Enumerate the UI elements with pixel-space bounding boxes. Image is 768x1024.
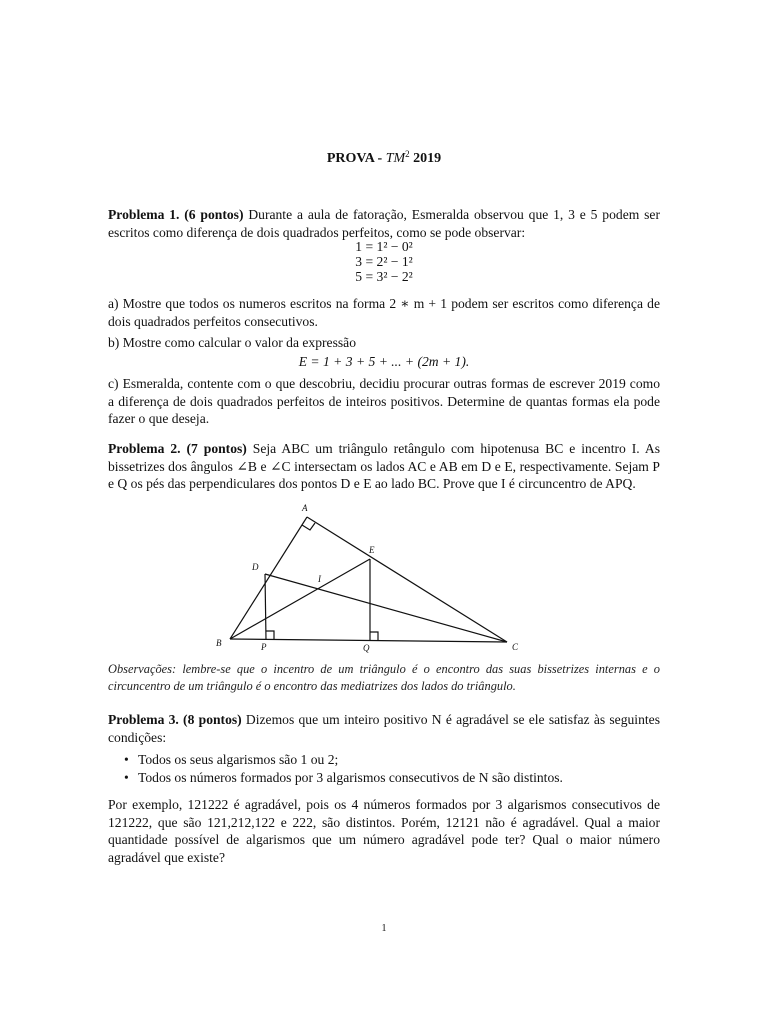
part-a-text: a) Mostre que todos os numeros escritos na forma 2 ∗ m + 1 podem ser escritos como diferença de dois quadrados perfeitos consecutivos. xyxy=(108,296,660,329)
problem-3-example xyxy=(108,796,660,866)
part-c-text: c) Esmeralda, contente com o que descobriu, decidiu procurar outras formas de escrever 2019 como a diferença de dois quadrados perfeitos de inteiros positivos. Determine de quantas formas ela pode fazer o que deseja. xyxy=(108,376,660,426)
problem-2-heading: Problema 2. (7 pontos) xyxy=(108,441,247,456)
label-c: C xyxy=(512,642,519,652)
list-item xyxy=(124,769,660,787)
title-year: 2019 xyxy=(409,151,442,166)
problem-1-intro xyxy=(108,206,660,241)
label-b: B xyxy=(216,638,222,648)
perpendicular-dp xyxy=(265,574,266,640)
side-ac xyxy=(307,517,507,642)
right-angle-q xyxy=(370,632,378,641)
side-ab xyxy=(230,517,307,639)
list-item xyxy=(124,751,660,769)
problem-3-heading: Problema 3. (8 pontos) xyxy=(108,712,242,727)
problem-2-observation xyxy=(108,661,660,695)
bisector-c xyxy=(265,574,507,642)
expression-e: E = 1 + 3 + 5 + ... + (2m + 1). xyxy=(298,354,470,369)
document-page xyxy=(108,0,660,1024)
right-angle-p xyxy=(266,631,274,640)
condition-2: Todos os números formados por 3 algarismos consecutivos de N são distintos. xyxy=(138,769,563,785)
label-d: D xyxy=(252,562,259,572)
label-p: P xyxy=(261,642,267,652)
page-title xyxy=(108,150,660,168)
label-a: A xyxy=(302,503,308,513)
title-sup: 2 xyxy=(405,149,410,159)
part-b-text: b) Mostre como calcular o valor da expressão xyxy=(108,335,356,350)
equation-3: 5 = 3² − 2² xyxy=(355,269,413,284)
problem-3-text: Dizemos que um inteiro positivo N é agradável se ele satisfaz às seguintes condições: xyxy=(108,712,660,745)
page-number: 1 xyxy=(381,923,387,934)
title-tm: TM xyxy=(385,151,406,166)
bullet-icon: • xyxy=(124,769,129,785)
title-prefix: PROVA - xyxy=(326,151,386,166)
label-i: I xyxy=(318,574,321,584)
observation-text: Observações: lembre-se que o incentro de um triângulo é o encontro das suas bissetrizes internas e o circuncentro de um triângulo é o encontro das mediatrizes dos lados do triângulo. xyxy=(108,662,660,693)
problem-1-text: Durante a aula de fatoração, Esmeralda observou que 1, 3 e 5 podem ser escritos como diferença de dois quadrados perfeitos, como se pode observar: xyxy=(108,207,660,240)
conditions-list xyxy=(108,751,660,786)
problem-1-part-a xyxy=(108,295,660,330)
side-bc xyxy=(230,639,507,642)
bisector-b xyxy=(230,559,370,639)
problem-1-heading: Problema 1. (6 pontos) xyxy=(108,207,244,222)
problem-3-conditions xyxy=(108,751,660,786)
problem-2-text xyxy=(108,440,660,493)
equation-2: 3 = 2² − 1² xyxy=(355,254,413,269)
problem-2-statement: Seja ABC um triângulo retângulo com hipotenusa BC e incentro I. As bissetrizes dos ângulos ∠B e ∠C intersectam os lados AC e AB em D e E, respectivamente. Sejam P e Q os pés das perpendiculares dos pontos D e E ao lado BC. Prove que I é circuncentro de APQ. xyxy=(108,441,660,491)
label-q: Q xyxy=(363,643,370,653)
problem-1-expression xyxy=(108,353,660,371)
problem-1-equations xyxy=(108,239,660,284)
right-angle-a xyxy=(302,523,315,530)
equation-1: 1 = 1² − 0² xyxy=(355,239,413,254)
triangle-figure xyxy=(108,500,660,660)
problem-1-part-b xyxy=(108,334,660,352)
problem-1-part-c xyxy=(108,375,660,428)
bullet-icon: • xyxy=(124,752,129,767)
condition-1: Todos os seus algarismos são 1 ou 2; xyxy=(138,752,339,767)
problem-3-intro xyxy=(108,711,660,746)
example-text: Por exemplo, 121222 é agradável, pois os 4 números formados por 3 algarismos consecutivos de 121222, que são 121,212,122 e 222, são distintos. Porém, 12121 não é agradável. Qual a maior quantidade possível de algarismos que um número agradável pode ter? Qual o maior número agradável que existe? xyxy=(108,797,660,865)
label-e: E xyxy=(369,545,375,555)
